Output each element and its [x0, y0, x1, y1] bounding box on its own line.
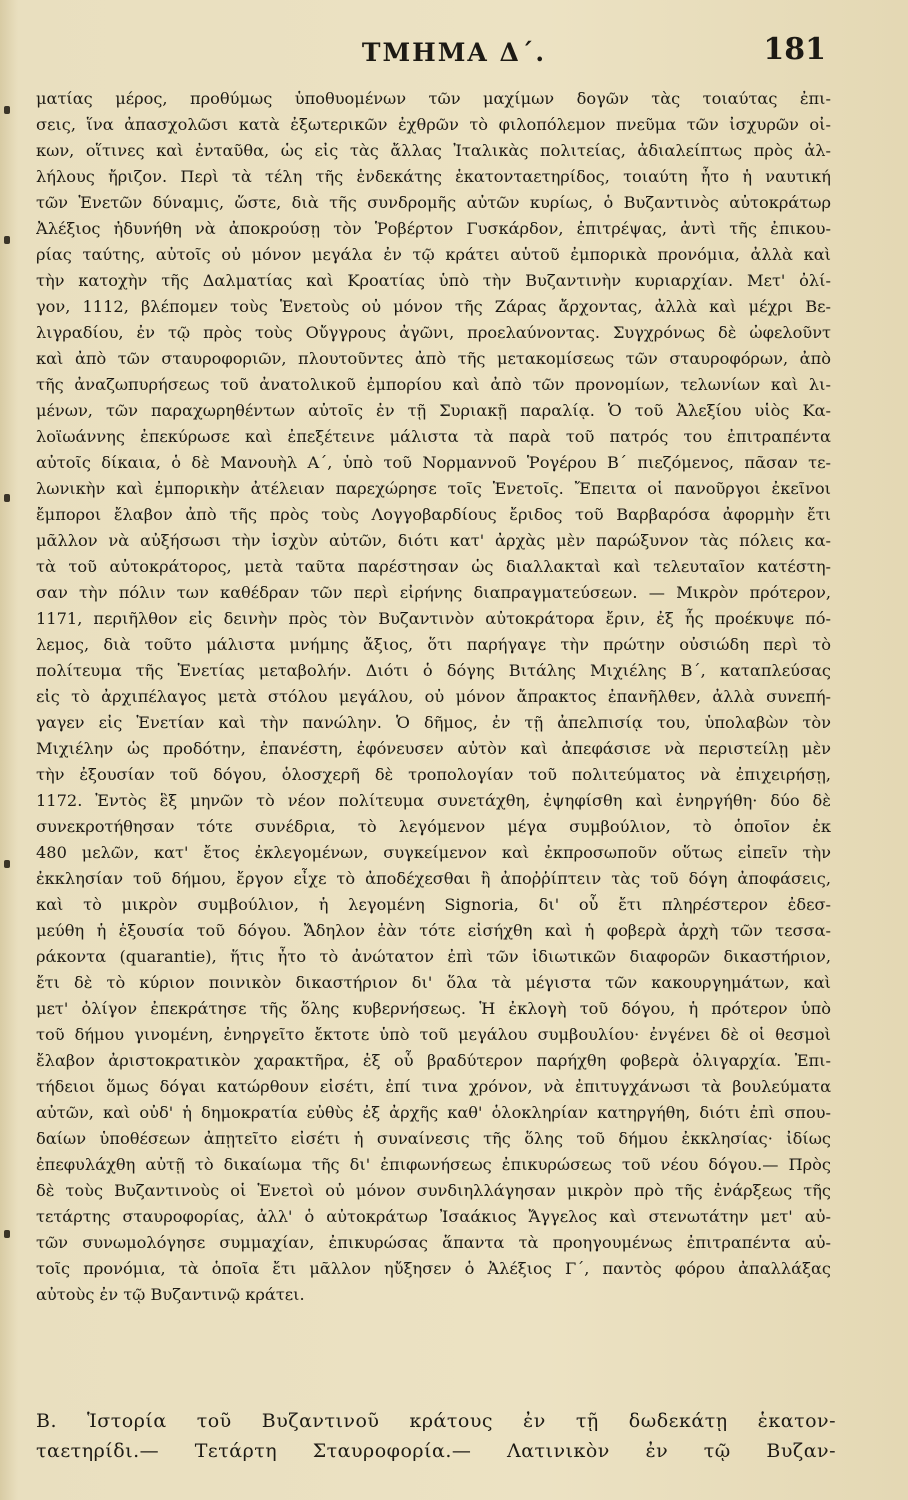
section-heading [36, 1406, 836, 1466]
text-line: ἐπεφυλάχθη αὐτῇ τὸ δικαίωμα τῆς δι' ἐπιφωνήσεως ἐπικυρώσεως τοῦ νέου δόγου.— Πρὸς [36, 1155, 831, 1174]
margin-mark [4, 236, 10, 244]
text-line: τοῦ δήμου γινομένη, ἐνηργεῖτο ἔκτοτε ὑπὸ τοῦ μεγάλου συμβουλίου· ἐνγένει δὲ οἱ θεσμοὶ [36, 1025, 831, 1044]
text-line: ἔτι δὲ τὸ κύριον ποινικὸν δικαστήριον δι' ὅλα τὰ μέγιστα τῶν κακουργημάτων, καὶ [36, 973, 831, 992]
text-line: μετ' ὀλίγον ἐπεκράτησε τῆς ὅλης κυβερνήσεως. Ἡ ἐκλογὴ τοῦ δόγου, ἡ πρότερον ὑπὸ [36, 999, 831, 1018]
text-line: εἰς τὸ ἀρχιπέλαγος μετὰ στόλου μεγάλου, οὐ μόνον ἄπρακτος ἐπανῆλθεν, ἀλλὰ συνεπή- [36, 687, 831, 706]
text-line: καὶ τὸ μικρὸν συμβούλιον, ἡ λεγομένη Signoria, δι' οὗ ἔτι πληρέστερον ἐδεσ- [36, 895, 831, 914]
text-line: 480 μελῶν, κατ' ἔτος ἐκλεγομένων, συγκείμενον καὶ ἐκπροσωποῦν οὕτως εἰπεῖν τὴν [36, 843, 831, 862]
margin-mark [4, 860, 10, 868]
text-line: συνεκροτήθησαν τότε συνέδρια, τὸ λεγόμενον μέγα συμβούλιον, τὸ ὁποῖον ἐκ [36, 817, 831, 836]
text-line: λοϊωάννης ἐπεκύρωσε καὶ ἐπεξέτεινε μάλιστα τὰ παρὰ τοῦ πατρός του ἐπιτραπέντα [36, 427, 831, 446]
text-line: γον, 1112, βλέπομεν τοὺς Ἑνετοὺς οὐ μόνον τῆς Ζάρας ἄρχοντας, ἀλλὰ καὶ μέχρι Βε- [36, 297, 831, 316]
text-line: τῶν Ἑνετῶν δύναμις, ὥστε, διὰ τῆς συνδρομῆς αὐτῶν κυρίως, ὁ Βυζαντινὸς αὐτοκράτωρ [36, 193, 831, 212]
text-line: λιγραδίου, ἐν τῷ πρὸς τοὺς Οὔγγρους ἀγῶνι, προελαύνοντας. Συγχρόνως δὲ ὠφελοῦντ [36, 323, 831, 342]
margin-mark [4, 494, 10, 502]
margin-mark [4, 106, 10, 114]
text-line: τὴν ἐξουσίαν τοῦ δόγου, ὁλοσχερῆ δὲ τροπολογίαν τοῦ πολιτεύματος νὰ ἐπιχειρήσῃ, [36, 765, 831, 784]
text-line: γαγεν εἰς Ἑνετίαν καὶ τὴν πανώλην. Ὁ δῆμος, ἐν τῇ ἀπελπισίᾳ του, ὑπολαβὼν τὸν [36, 713, 831, 732]
text-line: αὐτῶν, καὶ οὐδ' ἡ δημοκρατία εὐθὺς ἐξ ἀρχῆς καθ' ὁλοκληρίαν κατηργήθη, διότι ἐπὶ σπου- [36, 1103, 831, 1122]
text-line: τῶν συνωμολόγησε συμμαχίαν, ἐπικυρώσας ἅπαντα τὰ προηγουμένως ἐπιτραπέντα αὐ- [36, 1233, 831, 1252]
text-line: μεύθη ἡ ἐξουσία τοῦ δόγου. Ἄδηλον ἐὰν τότε εἰσήχθη καὶ ἡ φοβερὰ ἀρχὴ τῶν τεσσα- [36, 921, 831, 940]
page-number: 181 [763, 32, 826, 67]
text-line: τῆς ἀναζωπυρήσεως τοῦ ἀνατολικοῦ ἐμπορίου καὶ ἀπὸ τῶν προνομίων, τελωνίων καὶ λι- [36, 375, 831, 394]
text-line: τὴν κατοχὴν τῆς Δαλματίας καὶ Κροατίας ὑπὸ τὴν Βυζαντινὴν κυριαρχίαν. Μετ' ὀλί- [36, 271, 831, 290]
section-heading-line: Β. Ἱστορία τοῦ Βυζαντινοῦ κράτους ἐν τῇ δωδεκάτῃ ἑκατον- [36, 1410, 836, 1432]
text-line: σαν τὴν πόλιν των καθέδραν τῶν περὶ εἰρήνης διαπραγματεύσεων. — Μικρὸν πρότερον, [36, 583, 831, 602]
text-line: Ἀλέξιος ἠδυνήθη νὰ ἀποκρούσῃ τὸν Ῥοβέρτον Γυσκάρδον, ἐπιτρέψας, ἀντὶ τῆς ἐπικου- [36, 219, 831, 238]
section-heading-line: ταετηρίδι.— Τετάρτη Σταυροφορία.— Λατινικὸν ἐν τῷ Βυζαν- [36, 1440, 836, 1462]
running-head: ΤΜΗΜΑ Δ΄. [361, 38, 547, 67]
text-line: μᾶλλον νὰ αὐξήσωσι τὴν ἰσχὺν αὐτῶν, διότι κατ' ἀρχὰς μὲν παρώξυνον τὰς πόλεις κα- [36, 531, 831, 550]
text-line: καὶ ἀπὸ τῶν σταυροφοριῶν, πλουτοῦντες ἀπὸ τῆς μετακομίσεως τῶν σταυροφόρων, ἀπὸ [36, 349, 831, 368]
text-line: ἐκκλησίαν τοῦ δήμου, ἔργον εἶχε τὸ ἀποδέχεσθαι ἢ ἀποῤῥίπτειν τὰς τοῦ δόγη ἀποφάσεις, [36, 869, 831, 888]
text-line: λεμος, διὰ τοῦτο μάλιστα μνήμης ἄξιος, ὅτι παρήγαγε τὴν πρώτην οὐσιώδη περὶ τὸ [36, 635, 831, 654]
page-header [0, 30, 908, 80]
text-line: ἔμποροι ἔλαβον ἀπὸ τῆς πρὸς τοὺς Λογγοβαρδίους ἔριδος τοῦ Βαρβαρόσα ἀφορμὴν ἔτι [36, 505, 831, 524]
text-line: δαίων ὑποθέσεων ἀπῃτεῖτο εἰσέτι ἡ συναίνεσις τῆς ὅλης τοῦ δήμου ἐκκλησίας· ἰδίως [36, 1129, 831, 1148]
text-line: τοῖς προνόμια, τὰ ὁποῖα ἔτι μᾶλλον ηὔξησεν ὁ Ἀλέξιος Γ΄, παντὸς φόρου ἀπαλλάξας [36, 1259, 831, 1278]
text-line: αὐτοὺς ἐν τῷ Βυζαντινῷ κράτει. [36, 1285, 305, 1304]
text-line: λωνικὴν καὶ ἐμπορικὴν ἀτέλειαν παρεχώρησε τοῖς Ἑνετοῖς. Ἔπειτα οἱ πανοῦργοι ἐκεῖνοι [36, 479, 831, 498]
text-line: ράκοντα (quarantie), ἥτις ἦτο τὸ ἀνώτατον ἐπὶ τῶν ἰδιωτικῶν διαφορῶν δικαστήριον, [36, 947, 831, 966]
text-line: λήλους ἤριζον. Περὶ τὰ τέλη τῆς ἑνδεκάτης ἑκατονταετηρίδος, τοιαύτη ἦτο ἡ ναυτική [36, 167, 831, 186]
text-line: 1172. Ἐντὸς ἓξ μηνῶν τὸ νέον πολίτευμα συνετάχθη, ἐψηφίσθη καὶ ἐνηργήθη· δύο δὲ [36, 791, 831, 810]
text-line: σεις, ἵνα ἀπασχολῶσι κατὰ ἐξωτερικῶν ἐχθρῶν τὸ φιλοπόλεμον πνεῦμα τῶν ἰσχυρῶν οἰ- [36, 115, 831, 134]
text-line: Μιχιέλην ὡς προδότην, ἐπανέστη, ἐφόνευσεν αὐτὸν καὶ ἀπεφάσισε νὰ περιστείλῃ μὲν [36, 739, 831, 758]
text-line: ἔλαβον ἀριστοκρατικὸν χαρακτῆρα, ἐξ οὗ βραδύτερον παρήχθη φοβερὰ ὀλιγαρχία. Ἐπι- [36, 1051, 831, 1070]
text-line: 1171, περιῆλθον εἰς δεινὴν πρὸς τὸν Βυζαντινὸν αὐτοκράτορα ἔριν, ἐξ ἧς προέκυψε πό- [36, 609, 831, 628]
text-line: κων, οἵτινες καὶ ἐνταῦθα, ὡς εἰς τὰς ἄλλας Ἰταλικὰς πολιτείας, ἀδιαλείπτως πρὸς ἀλ- [36, 141, 831, 160]
text-line: ματίας μέρος, προθύμως ὑποθυομένων τῶν μαχίμων δογῶν τὰς τοιαύτας ἐπι- [36, 89, 831, 108]
text-line: ρίας ταύτης, αὐτοῖς οὐ μόνον μεγάλα ἐν τῷ κράτει αὑτοῦ ἐμπορικὰ προνόμια, ἀλλὰ καὶ [36, 245, 831, 264]
text-line: δὲ τοὺς Βυζαντινοὺς οἱ Ἑνετοὶ οὐ μόνον συνδιηλλάγησαν μικρὸν πρὸ τῆς ἐνάρξεως τῆς [36, 1181, 831, 1200]
text-line: τετάρτης σταυροφορίας, ἀλλ' ὁ αὐτοκράτωρ Ἰσαάκιος Ἄγγελος καὶ στενωτάτην μετ' αὐ- [36, 1207, 831, 1226]
text-line: μένων, τῶν παραχωρηθέντων αὐτοῖς ἐν τῇ Συριακῇ παραλίᾳ. Ὁ τοῦ Ἀλεξίου υἱὸς Κα- [36, 401, 831, 420]
text-line: πολίτευμα τῆς Ἑνετίας μεταβολήν. Διότι ὁ δόγης Βιτάλης Μιχιέλης Β΄, καταπλεύσας [36, 661, 831, 680]
text-line: τὰ τοῦ αὐτοκράτορος, μετὰ ταῦτα παρέστησαν ὡς διαλλακταὶ καὶ τελευταῖον κατέστη- [36, 557, 831, 576]
margin-mark [4, 1230, 10, 1238]
text-line: αὐτοῖς δίκαια, ὁ δὲ Μανουὴλ Α΄, ὑπὸ τοῦ Νορμαννοῦ Ῥογέρου Β΄ πιεζόμενος, πᾶσαν τε- [36, 453, 831, 472]
text-line: τήδειοι ὅμως δόγαι κατώρθουν εἰσέτι, ἐπί τινα χρόνον, νὰ ἐπιτυγχάνωσι τὰ βουλεύματα [36, 1077, 831, 1096]
body-text [36, 86, 831, 1308]
